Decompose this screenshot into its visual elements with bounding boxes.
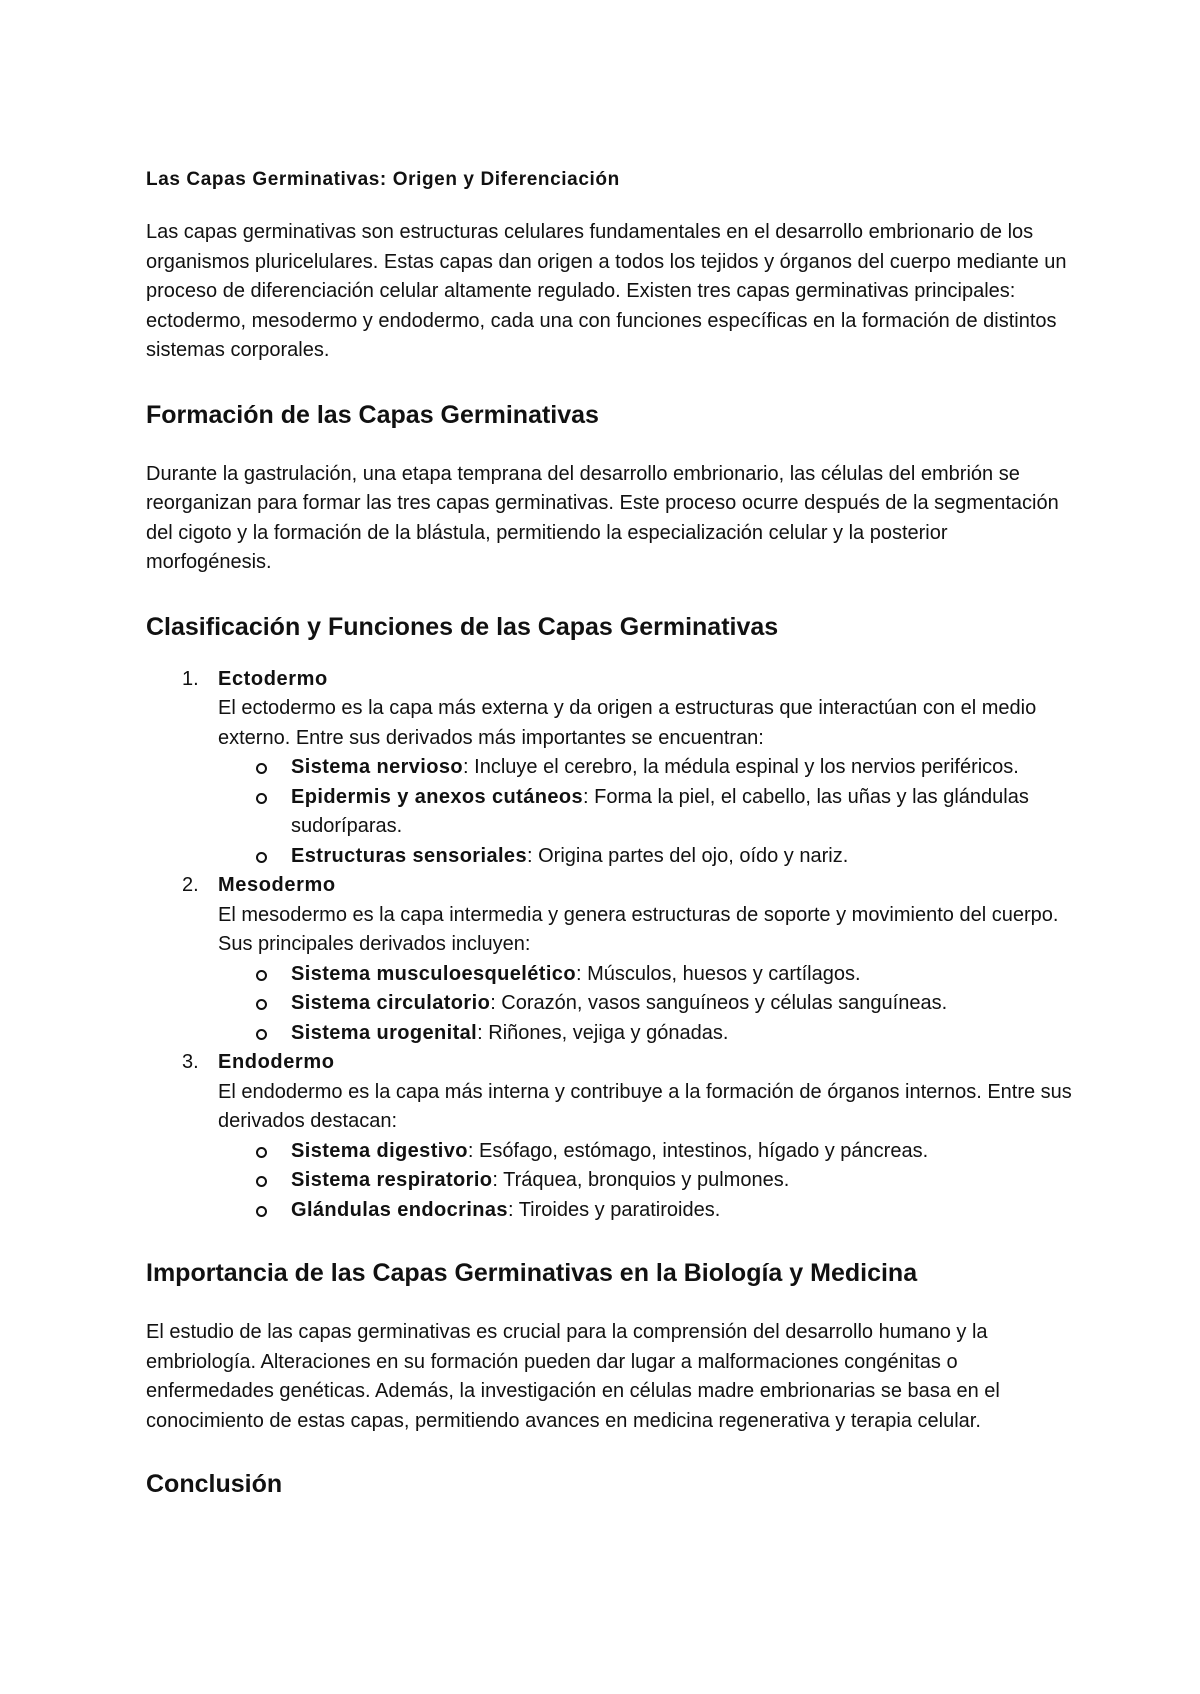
- list-item: [218, 842, 1076, 872]
- circle-bullet-icon: [256, 1206, 267, 1217]
- document-title: Las Capas Germinativas: Origen y Diferenciación: [146, 169, 620, 190]
- circle-bullet-icon: [256, 763, 267, 774]
- layer-name: Mesodermo: [218, 874, 336, 896]
- layer-item-mesodermo: [146, 871, 1076, 1048]
- list-item: [218, 989, 1076, 1019]
- list-item: [218, 1019, 1076, 1049]
- circle-bullet-icon: [256, 852, 267, 863]
- derivative-text: : Músculos, huesos y cartílagos.: [575, 962, 861, 985]
- derivative-term: Sistema respiratorio: [291, 1169, 493, 1191]
- derivative-term: Sistema musculoesquelético: [291, 962, 576, 985]
- list-number: 3.: [182, 1051, 199, 1073]
- list-item: [218, 1137, 1076, 1167]
- circle-bullet-icon: [256, 970, 267, 981]
- derivative-term: Sistema nervioso: [291, 756, 464, 778]
- intro-paragraph: Las capas germinativas son estructuras celulares fundamentales en el desarrollo embrionario de los organismos pluricelulares. Estas capas dan origen a todos los tejidos y órganos del cuerpo mediante un proceso de diferenciación celular altamente regulado. Existen tres capas germinativas principales: ectodermo, mesodermo y endodermo, cada una con funciones específicas en la formación de distintos sistemas corporales.: [146, 221, 1067, 361]
- derivative-text: : Tiroides y paratiroides.: [507, 1198, 721, 1221]
- derivative-text: : Riñones, vejiga y gónadas.: [477, 1021, 729, 1044]
- derivative-text: : Origina partes del ojo, oído y nariz.: [526, 844, 849, 867]
- circle-bullet-icon: [256, 1029, 267, 1040]
- formacion-paragraph: Durante la gastrulación, una etapa temprana del desarrollo embrionario, las células del embrión se reorganizan para formar las tres capas germinativas. Este proceso ocurre después de la segmentación del cigoto y la formación de la blástula, permitiendo la especialización celular y la posterior morfogénesis.: [146, 462, 1059, 573]
- layer-item-endodermo: [146, 1048, 1076, 1225]
- germ-layer-list: [146, 665, 1076, 1226]
- heading-conclusion: Conclusión: [146, 1470, 283, 1498]
- list-number: 1.: [182, 667, 199, 690]
- derivative-term: Sistema digestivo: [291, 1139, 468, 1162]
- circle-bullet-icon: [256, 1147, 267, 1158]
- derivative-term: Epidermis y anexos cutáneos: [291, 785, 584, 808]
- list-number: 2.: [182, 874, 199, 896]
- derivative-term: Glándulas endocrinas: [291, 1198, 508, 1221]
- layer-description: El ectodermo es la capa más externa y da origen a estructuras que interactúan con el medio externo. Entre sus derivados más importantes se encuentran:: [218, 697, 1037, 749]
- derivative-list: [218, 960, 1076, 1049]
- derivative-term: Sistema circulatorio: [291, 992, 491, 1014]
- importancia-paragraph: El estudio de las capas germinativas es crucial para la comprensión del desarrollo humano y la embriología. Alteraciones en su formación pueden dar lugar a malformaciones congénitas o enfermedades genéticas. Además, la investigación en células madre embrionarias se basa en el conocimiento de estas capas, permitiendo avances en medicina regenerativa y terapia celular.: [146, 1321, 1000, 1432]
- heading-importancia: Importancia de las Capas Germinativas en la Biología y Medicina: [146, 1259, 918, 1287]
- list-item: [218, 753, 1076, 783]
- derivative-term: Estructuras sensoriales: [291, 844, 527, 867]
- derivative-text: : Esófago, estómago, intestinos, hígado y páncreas.: [467, 1139, 929, 1162]
- derivative-list: [218, 1137, 1076, 1226]
- derivative-term: Sistema urogenital: [291, 1021, 478, 1044]
- list-item: [218, 960, 1076, 990]
- derivative-text: : Forma la piel, el cabello, las uñas y las glándulas sudoríparas.: [291, 785, 1029, 837]
- list-item: [218, 1196, 1076, 1226]
- derivative-text: : Corazón, vasos sanguíneos y células sanguíneas.: [490, 992, 948, 1014]
- layer-description: El mesodermo es la capa intermedia y genera estructuras de soporte y movimiento del cuerpo. Sus principales derivados incluyen:: [218, 903, 1059, 955]
- derivative-text: : Tráquea, bronquios y pulmones.: [492, 1169, 790, 1191]
- layer-name: Endodermo: [218, 1051, 335, 1073]
- heading-clasificacion: Clasificación y Funciones de las Capas Germinativas: [146, 612, 779, 641]
- layer-description: El endodermo es la capa más interna y contribuye a la formación de órganos internos. Entre sus derivados destacan:: [218, 1080, 1072, 1132]
- derivative-list: [218, 753, 1076, 871]
- layer-name: Ectodermo: [218, 667, 328, 690]
- circle-bullet-icon: [256, 1176, 267, 1187]
- document-page: [146, 168, 1076, 1500]
- list-item: [218, 1166, 1076, 1196]
- layer-item-ectodermo: [146, 665, 1076, 872]
- heading-formacion: Formación de las Capas Germinativas: [146, 400, 599, 429]
- circle-bullet-icon: [256, 999, 267, 1010]
- circle-bullet-icon: [256, 793, 267, 804]
- list-item: [218, 783, 1076, 842]
- derivative-text: : Incluye el cerebro, la médula espinal y los nervios periféricos.: [463, 756, 1019, 778]
